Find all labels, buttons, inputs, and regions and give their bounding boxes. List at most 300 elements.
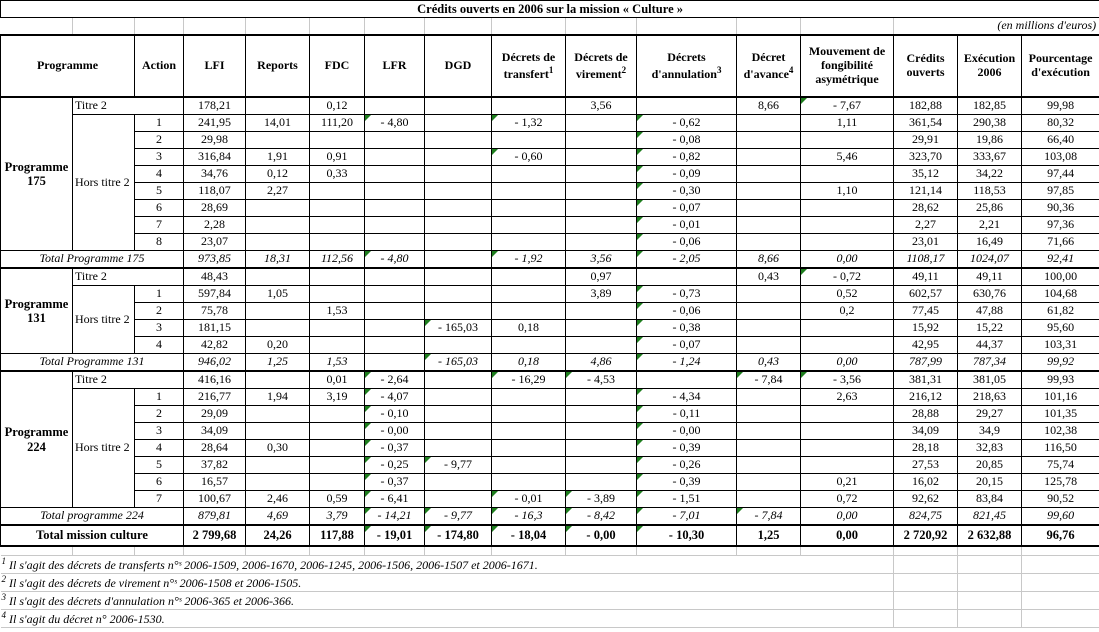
value-cell	[637, 491, 737, 508]
value-cell	[894, 320, 958, 337]
corner-marker-icon	[566, 372, 572, 378]
cell-value: - 1,24	[672, 354, 701, 369]
value-cell	[365, 115, 425, 132]
value-cell	[425, 457, 492, 474]
value-cell	[801, 303, 894, 320]
value-cell	[365, 217, 425, 234]
value-cell	[425, 132, 492, 149]
cell-value: 8,66	[758, 251, 779, 266]
cell-value: 182,88	[909, 98, 942, 113]
corner-marker-icon	[365, 491, 371, 497]
cell-value: 44,37	[976, 337, 1003, 352]
cell-value: - 0,00	[380, 423, 409, 438]
corner-marker-icon	[492, 491, 498, 497]
action-row	[1, 115, 1099, 132]
value-cell	[425, 406, 492, 423]
value-cell	[310, 457, 365, 474]
footnote-row	[1, 556, 1099, 574]
value-cell	[310, 166, 365, 183]
cell-value: 630,76	[973, 286, 1006, 301]
value-cell	[801, 457, 894, 474]
value-cell	[184, 354, 246, 372]
cell-value: 0,91	[326, 149, 348, 164]
cell-value: 49,11	[912, 269, 939, 284]
value-cell	[566, 423, 637, 440]
grid-cell	[1022, 574, 1099, 592]
grid-cell	[365, 546, 425, 556]
value-cell	[1022, 234, 1099, 251]
cell-value: 28,69	[201, 200, 228, 215]
value-cell	[801, 337, 894, 354]
value-cell	[737, 251, 801, 269]
value-cell	[637, 286, 737, 303]
value-cell	[246, 200, 310, 217]
value-cell	[737, 166, 801, 183]
value-cell	[246, 406, 310, 423]
value-cell	[566, 200, 637, 217]
cell-value: 0,52	[836, 286, 858, 301]
grid-cell	[1022, 610, 1099, 628]
value-cell	[958, 115, 1022, 132]
corner-marker-icon	[425, 354, 431, 360]
value-cell	[958, 423, 1022, 440]
value-cell	[801, 389, 894, 406]
value-cell	[246, 149, 310, 166]
value-cell	[365, 200, 425, 217]
corner-marker-icon	[737, 372, 743, 378]
value-cell	[246, 371, 310, 389]
footnote-row	[1, 592, 1099, 610]
cell-value: 92,41	[1047, 251, 1075, 266]
value-cell	[637, 166, 737, 183]
cell-value: 99,93	[1047, 372, 1075, 387]
value-cell	[958, 491, 1022, 508]
cell-value: 90,36	[1047, 200, 1075, 215]
value-cell	[637, 183, 737, 200]
value-cell	[894, 268, 958, 286]
cell-value: 97,36	[1047, 217, 1075, 232]
mission-total-label: Total mission culture	[1, 525, 184, 546]
value-cell	[566, 389, 637, 406]
cell-value: - 0,73	[672, 286, 701, 301]
action-row	[1, 183, 1099, 200]
cell-value: 2 720,92	[903, 528, 948, 543]
corner-marker-icon	[637, 115, 643, 121]
value-cell	[958, 457, 1022, 474]
value-cell	[310, 251, 365, 269]
cell-value: 416,16	[198, 372, 231, 387]
cell-value: 5,46	[836, 149, 858, 164]
value-cell	[184, 389, 246, 406]
value-cell	[365, 371, 425, 389]
value-cell	[365, 525, 425, 546]
value-cell	[801, 200, 894, 217]
value-cell	[310, 183, 365, 200]
cell-value: - 9,77	[444, 457, 472, 472]
value-cell	[737, 132, 801, 149]
cell-value: 178,21	[198, 98, 231, 113]
value-cell	[737, 149, 801, 166]
value-cell	[737, 406, 801, 423]
value-cell	[425, 115, 492, 132]
value-cell	[425, 440, 492, 457]
corner-marker-icon	[637, 132, 643, 138]
value-cell	[492, 337, 566, 354]
cell-value: 2,21	[979, 217, 1000, 232]
value-cell	[365, 268, 425, 286]
value-cell	[1022, 389, 1099, 406]
corner-marker-icon	[365, 115, 371, 121]
action-row	[1, 132, 1099, 149]
value-cell	[492, 371, 566, 389]
value-cell	[637, 320, 737, 337]
value-cell	[801, 423, 894, 440]
action-row	[1, 303, 1099, 320]
value-cell	[246, 457, 310, 474]
cell-value: - 19,01	[376, 528, 413, 543]
cell-value: 4,69	[267, 508, 288, 523]
grid-cell	[958, 592, 1022, 610]
value-cell	[894, 251, 958, 269]
value-cell	[310, 217, 365, 234]
value-cell	[365, 457, 425, 474]
value-cell	[894, 371, 958, 389]
cell-value: 16,57	[201, 474, 228, 489]
value-cell	[492, 303, 566, 320]
col-header-label: Décrets de transfert	[501, 49, 556, 81]
footnote-ref: 2	[621, 64, 627, 75]
programme-total-label: Total programme 224	[1, 508, 184, 526]
cell-value: 1,25	[267, 354, 288, 369]
value-cell	[637, 354, 737, 372]
action-number: 4	[135, 440, 184, 457]
value-cell	[184, 440, 246, 457]
value-cell	[184, 491, 246, 508]
cell-value: - 0,01	[672, 217, 701, 232]
value-cell	[246, 440, 310, 457]
value-cell	[566, 354, 637, 372]
value-cell	[365, 303, 425, 320]
value-cell	[894, 491, 958, 508]
value-cell	[958, 303, 1022, 320]
value-cell	[637, 200, 737, 217]
cell-value: - 16,3	[514, 508, 543, 523]
cell-value: 2 632,88	[967, 528, 1012, 543]
cell-value: 787,34	[973, 354, 1006, 369]
footnote-text: Il s'agit du décret n° 2006-1530.	[9, 612, 165, 627]
value-cell	[566, 508, 637, 526]
value-cell	[365, 132, 425, 149]
value-cell	[246, 423, 310, 440]
grid-cell	[1022, 592, 1099, 610]
value-cell	[958, 132, 1022, 149]
col-header-decrets-transfert	[492, 35, 566, 97]
cell-value: 25,86	[976, 200, 1003, 215]
footnote	[1, 574, 894, 592]
action-number: 6	[135, 474, 184, 491]
corner-marker-icon	[801, 269, 807, 275]
cell-value: 3,56	[590, 98, 612, 113]
value-cell	[184, 115, 246, 132]
hors-titre2-label: Hors titre 2	[73, 286, 135, 354]
cell-value: 597,84	[198, 286, 231, 301]
corner-marker-icon	[637, 217, 643, 223]
value-cell	[894, 303, 958, 320]
cell-value: 1,53	[326, 303, 348, 318]
cell-value: 0,2	[839, 303, 855, 318]
value-cell	[492, 354, 566, 372]
footnote	[1, 610, 894, 628]
cell-value: 15,92	[912, 320, 939, 335]
cell-value: 1,25	[757, 528, 780, 543]
value-cell	[1022, 217, 1099, 234]
cell-value: 66,40	[1047, 132, 1075, 147]
programme-name: Programme 224	[1, 371, 73, 508]
value-cell	[310, 525, 365, 546]
value-cell	[801, 132, 894, 149]
cell-value: - 10,30	[668, 528, 705, 543]
cell-value: 19,86	[976, 132, 1003, 147]
value-cell	[184, 132, 246, 149]
corner-marker-icon	[637, 166, 643, 172]
value-cell	[958, 234, 1022, 251]
value-cell	[637, 423, 737, 440]
value-cell	[958, 406, 1022, 423]
action-row	[1, 200, 1099, 217]
footnote-marker: 4	[1, 610, 6, 621]
value-cell	[492, 251, 566, 269]
value-cell	[425, 200, 492, 217]
grid-cell	[184, 18, 246, 36]
footnote-ref: 3	[716, 64, 722, 75]
grid-cell	[1, 18, 73, 36]
value-cell	[492, 389, 566, 406]
cell-value: 0,18	[518, 354, 539, 369]
footnote-ref: 1	[548, 64, 554, 75]
value-cell	[246, 354, 310, 372]
value-cell	[425, 371, 492, 389]
value-cell	[310, 200, 365, 217]
action-row	[1, 406, 1099, 423]
value-cell	[737, 268, 801, 286]
value-cell	[425, 268, 492, 286]
corner-marker-icon	[425, 508, 431, 514]
corner-marker-icon	[801, 372, 807, 378]
cell-value: 2,27	[915, 217, 936, 232]
action-row	[1, 320, 1099, 337]
programme-name: Programme 175	[1, 97, 73, 251]
titre2-row	[1, 371, 1099, 389]
value-cell	[246, 389, 310, 406]
value-cell	[365, 423, 425, 440]
grid-cell	[637, 18, 737, 36]
programme-total-label: Total Programme 175	[1, 251, 184, 269]
cell-value: 333,67	[973, 149, 1006, 164]
action-number: 3	[135, 423, 184, 440]
corner-marker-icon	[637, 286, 643, 292]
cell-value: 34,76	[201, 166, 228, 181]
titre2-row	[1, 268, 1099, 286]
value-cell	[566, 166, 637, 183]
action-number: 4	[135, 337, 184, 354]
value-cell	[365, 286, 425, 303]
value-cell	[737, 200, 801, 217]
value-cell	[310, 320, 365, 337]
grid-cell	[425, 546, 492, 556]
value-cell	[566, 406, 637, 423]
value-cell	[894, 166, 958, 183]
value-cell	[637, 508, 737, 526]
corner-marker-icon	[737, 508, 743, 514]
table-body	[1, 1, 1099, 628]
value-cell	[365, 440, 425, 457]
action-row	[1, 491, 1099, 508]
value-cell	[958, 508, 1022, 526]
col-header-label: Décrets de virement	[574, 49, 628, 81]
value-cell	[637, 371, 737, 389]
value-cell	[365, 406, 425, 423]
cell-value: 77,45	[912, 303, 939, 318]
cell-value: 100,00	[1044, 269, 1078, 284]
cell-value: 323,70	[909, 149, 942, 164]
col-header-label: Décrets d'annulation	[651, 49, 717, 81]
action-row	[1, 234, 1099, 251]
title-row	[1, 1, 1099, 18]
cell-value: - 0,08	[672, 132, 701, 147]
cell-value: 24,26	[263, 528, 292, 543]
footnote-row	[1, 574, 1099, 592]
cell-value: 83,84	[976, 491, 1003, 506]
cell-value: 28,18	[912, 440, 939, 455]
value-cell	[1022, 115, 1099, 132]
cell-value: 29,91	[912, 132, 939, 147]
value-cell	[365, 474, 425, 491]
cell-value: 99,98	[1047, 98, 1075, 113]
value-cell	[246, 251, 310, 269]
value-cell	[1022, 508, 1099, 526]
value-cell	[1022, 286, 1099, 303]
value-cell	[184, 97, 246, 115]
value-cell	[1022, 200, 1099, 217]
cell-value: 381,05	[973, 372, 1006, 387]
cell-value: 4,86	[590, 354, 612, 369]
value-cell	[365, 508, 425, 526]
value-cell	[425, 389, 492, 406]
value-cell	[425, 525, 492, 546]
col-header-decrets-annulation	[637, 35, 737, 97]
footnote-marker: 1	[1, 556, 6, 567]
value-cell	[737, 97, 801, 115]
corner-marker-icon	[425, 457, 431, 463]
value-cell	[492, 166, 566, 183]
cell-value: 23,01	[912, 234, 939, 249]
grid-cell	[958, 556, 1022, 574]
value-cell	[184, 234, 246, 251]
corner-marker-icon	[637, 508, 643, 514]
grid-cell	[135, 18, 184, 36]
value-cell	[958, 474, 1022, 491]
cell-value: 27,53	[912, 457, 939, 472]
corner-marker-icon	[637, 491, 643, 497]
cell-value: 34,9	[979, 423, 1000, 438]
cell-value: 20,85	[976, 457, 1003, 472]
footnote-marker: 3	[1, 592, 6, 603]
value-cell	[801, 217, 894, 234]
corner-marker-icon	[492, 149, 498, 155]
action-number: 7	[135, 491, 184, 508]
col-header-dgd	[425, 35, 492, 97]
value-cell	[894, 217, 958, 234]
value-cell	[246, 183, 310, 200]
value-cell	[365, 166, 425, 183]
value-cell	[492, 234, 566, 251]
value-cell	[894, 337, 958, 354]
col-header-lfi	[184, 35, 246, 97]
programme-total-row	[1, 508, 1099, 526]
value-cell	[492, 457, 566, 474]
cell-value: - 165,03	[438, 354, 478, 369]
cell-value: 1108,17	[906, 251, 945, 266]
value-cell	[425, 508, 492, 526]
value-cell	[492, 508, 566, 526]
corner-marker-icon	[365, 457, 371, 463]
value-cell	[310, 491, 365, 508]
action-number: 4	[135, 166, 184, 183]
col-header-reports	[246, 35, 310, 97]
corner-marker-icon	[425, 526, 431, 532]
value-cell	[1022, 337, 1099, 354]
mission-total-row	[1, 525, 1099, 546]
value-cell	[958, 183, 1022, 200]
value-cell	[894, 525, 958, 546]
corner-marker-icon	[637, 337, 643, 343]
value-cell	[492, 423, 566, 440]
value-cell	[246, 303, 310, 320]
value-cell	[737, 371, 801, 389]
hors-titre2-label: Hors titre 2	[73, 389, 135, 508]
value-cell	[737, 389, 801, 406]
value-cell	[184, 337, 246, 354]
grid-cell	[310, 18, 365, 36]
value-cell	[246, 132, 310, 149]
cell-value: 111,20	[320, 115, 354, 130]
cell-value: 28,64	[201, 440, 228, 455]
cell-value: - 0,06	[672, 303, 701, 318]
value-cell	[1022, 371, 1099, 389]
cell-value: 0,00	[836, 354, 858, 369]
footnote-marker: 2	[1, 574, 6, 585]
grid-cell	[894, 556, 958, 574]
value-cell	[184, 371, 246, 389]
grid-cell	[894, 610, 958, 628]
cell-value: - 0,00	[672, 423, 701, 438]
grid-cell	[737, 18, 801, 36]
value-cell	[1022, 354, 1099, 372]
value-cell	[958, 251, 1022, 269]
value-cell	[801, 234, 894, 251]
col-header-label: Exécution 2006	[963, 51, 1016, 79]
cell-value: - 3,56	[833, 372, 861, 387]
value-cell	[184, 525, 246, 546]
value-cell	[737, 183, 801, 200]
units-row	[1, 18, 1099, 36]
col-header-decrets-virement	[566, 35, 637, 97]
cell-value: 16,49	[976, 234, 1003, 249]
cell-value: 946,02	[198, 354, 231, 369]
cell-value: 90,52	[1047, 491, 1075, 506]
value-cell	[310, 354, 365, 372]
value-cell	[1022, 320, 1099, 337]
